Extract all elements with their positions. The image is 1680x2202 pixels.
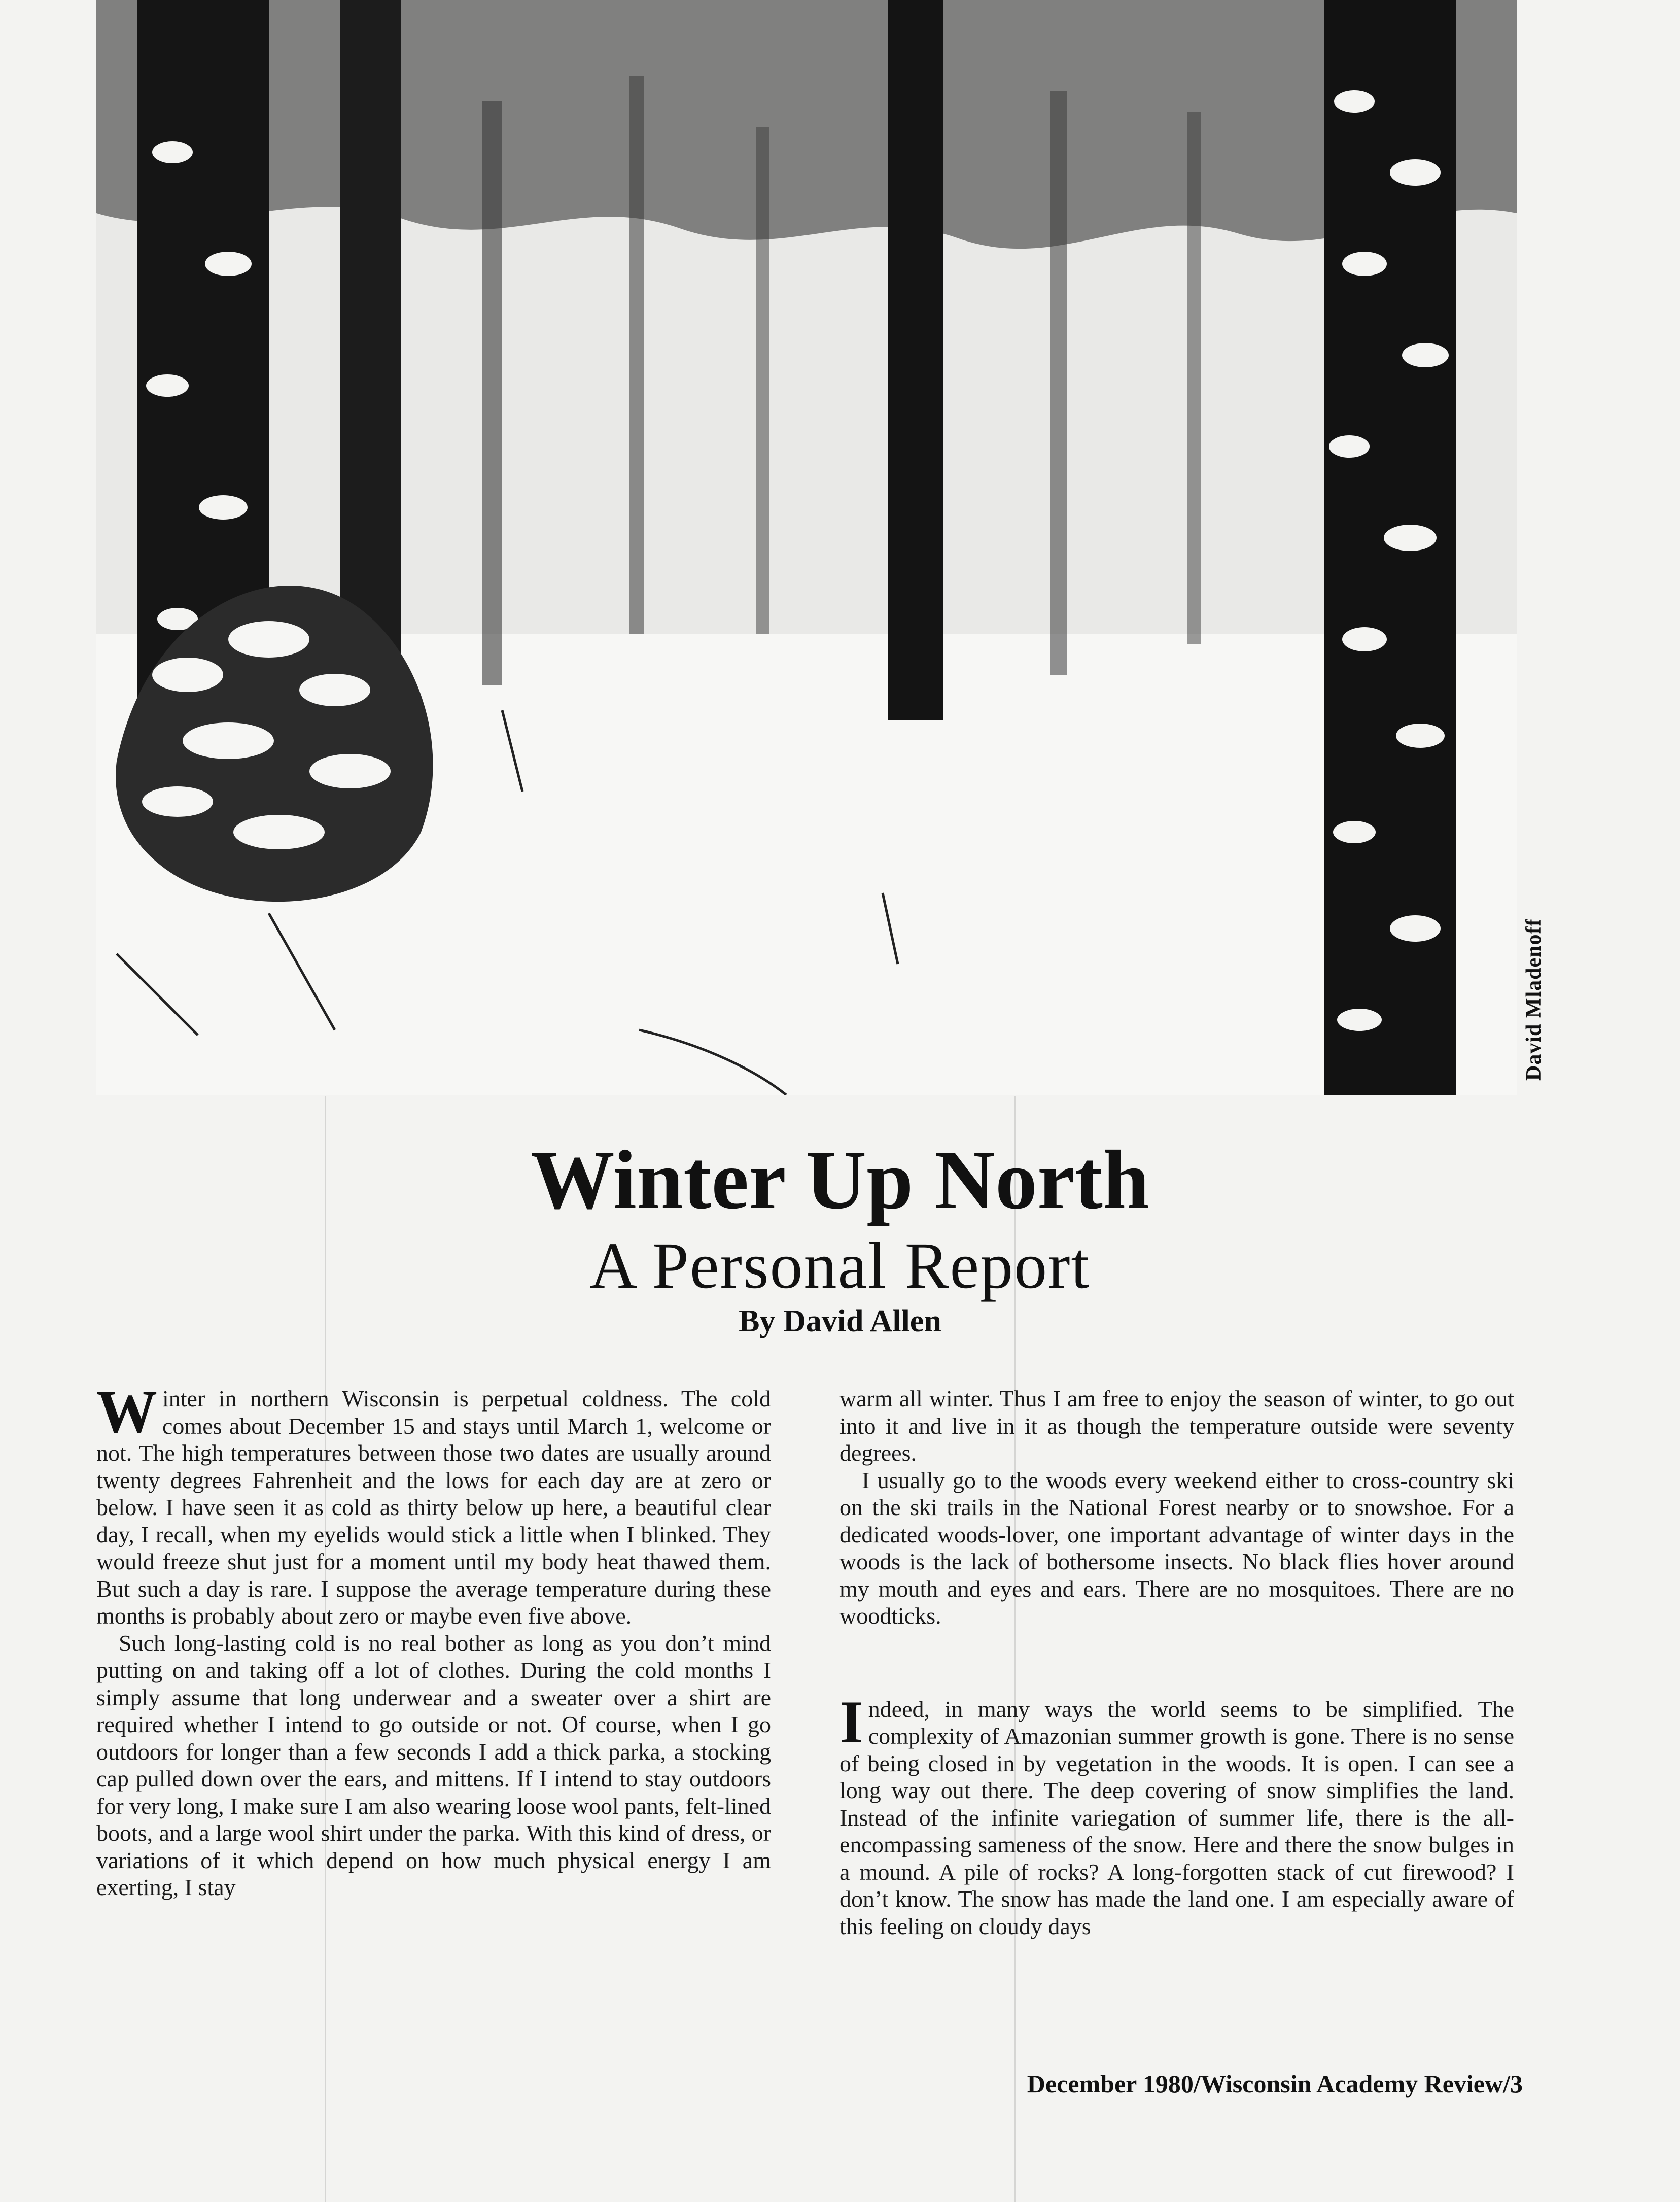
snow-forest-illustration — [96, 0, 1517, 1095]
article-byline: By David Allen — [739, 1304, 941, 1338]
paragraph: warm all winter. Thus I am free to enjoy the season of winter, to go out into it and live in it as though the temperature outside were seventy degrees. — [839, 1386, 1514, 1466]
paragraph — [839, 1688, 1514, 1940]
page-footer: December 1980/Wisconsin Academy Review/3 — [1027, 2070, 1523, 2098]
paragraph-text: ndeed, in many ways the world seems to be simplified. The complexity of Amazonian summer growth is gone. There is no sense of being closed in by vegetation in the woods. It is open. I can see a long way out there. The deep covering of snow simplifies the land. Instead of the infinite variegation of summer life, there is the all-encompassing sameness of the snow. Here and there the snow bulges in a mound. A pile of rocks? A long-forgotten stack of cut firewood? I don’t know. The snow has made the land one. I am especially aware of this feeling on cloudy days — [839, 1696, 1514, 1939]
section-break — [839, 1630, 1514, 1696]
article-subtitle: A Personal Report — [589, 1229, 1091, 1302]
paragraph-text: inter in northern Wisconsin is perpetual coldness. The cold comes about December 15 and stays until March 1, welcome or not. The high temperatures between those two dates are usually around twenty degrees Fahrenheit and the lows for each day are at zero or below. I have seen it as cold as thirty below up here, a beautiful clear day, I recall, when my eyelids would stick a little when I blinked. They would freeze shut just for a moment until my body heat thawed them. But such a day is rare. I suppose the average temperature during these months is probably about zero or maybe even five above. — [96, 1386, 771, 1629]
snow-forest-photo — [96, 0, 1517, 1095]
article-column-left — [96, 1378, 771, 1901]
article-title: Winter Up North — [530, 1133, 1150, 1226]
paragraph: I usually go to the woods every weekend either to cross-country ski on the ski trails in the National Forest nearby or to snowshoe. For a dedicated woods-lover, one important advantage of winter days in the woods is the lack of bothersome insects. No black flies hover around my mouth and eyes and ears. There are no mosquitoes. There are no woodticks. — [839, 1467, 1514, 1629]
photo-credit: David Mladenoff — [1522, 918, 1546, 1081]
article-column-right — [839, 1385, 1514, 1940]
drop-cap: I — [839, 1688, 863, 1756]
drop-cap: W — [96, 1378, 157, 1445]
paragraph: Such long-lasting cold is no real bother as long as you don’t mind putting on and taking off a lot of clothes. During the cold months I simply assume that long underwear and a sweater over a shirt are required whether I intend to go outside or not. Of course, when I go outdoors for longer than a few seconds I add a thick parka, a stocking cap pulled down over the ears, and mittens. If I intend to stay outdoors for very long, I make sure I am also wearing loose wool pants, felt-lined boots, and a large wool shirt under the parka. With this kind of dress, or variations of it which depend on how much physical energy I am exerting, I stay — [96, 1630, 771, 1900]
paragraph — [96, 1378, 771, 1630]
